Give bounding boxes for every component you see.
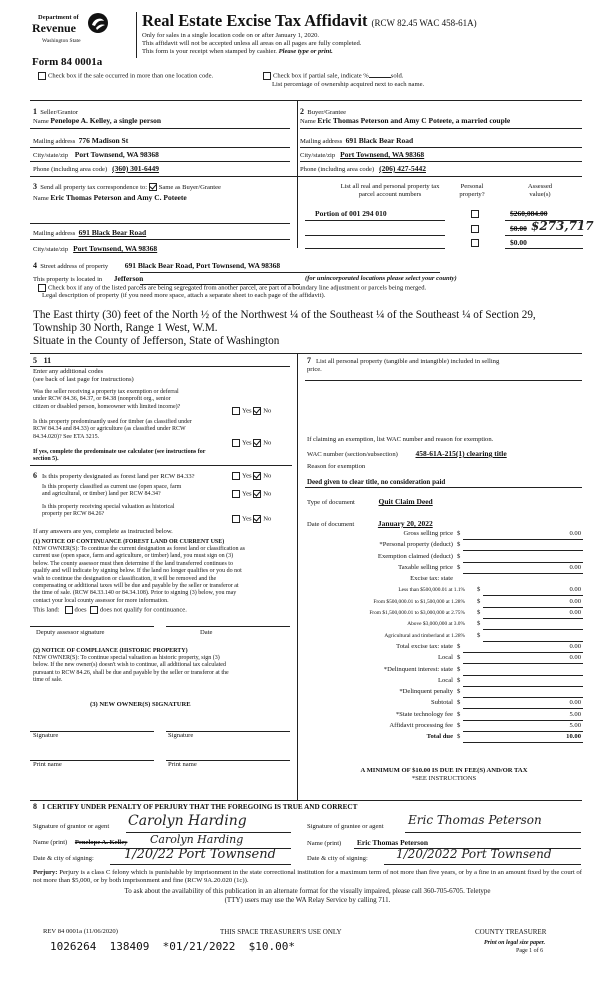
grantor-printed-name: Penelope A. Kelley (74, 839, 128, 846)
s6-q2-yes-no[interactable]: Yes No (232, 490, 271, 499)
segregated-checkbox[interactable]: Check box if any of the listed parcels are being segregated from another parcel, are part of a boundary line adjustment or parcels being merged. (38, 284, 426, 293)
exemption-reason: Deed given to clear title, no consideration paid (307, 478, 446, 486)
tax-row: Total due $ 10.00 (305, 732, 583, 743)
cashier-receipt-stamp: 1026264 138409 *01/21/2022 $10.00* (50, 940, 296, 953)
land-qualify-row: This land: does does not qualify for continuance. (33, 606, 187, 614)
form-title: Real Estate Excise Tax Affidavit (142, 11, 368, 30)
legal-description-3: Situate in the County of Jefferson, State of Washington (33, 335, 280, 347)
grantee-date-city: 1/20/2022 Port Townsend (396, 847, 552, 861)
document-type: Quit Claim Deed (378, 497, 433, 506)
tax-row: Excise tax: state (410, 575, 453, 583)
doc-date-row: Date of document January 20, 2022 (307, 519, 433, 528)
street-address-row: 4 Street address of property 691 Black Bear Road, Port Townsend, WA 98368 (33, 261, 281, 270)
legal-description-label: Legal description of property (if you need more space, attach a separate sheet to each page of the affidavit). (42, 292, 326, 299)
grantee-name-row: Name (print) Eric Thomas Peterson (307, 838, 429, 847)
does-not-checkbox[interactable] (90, 606, 98, 614)
grantor-signature-row: Signature of grantor or agent (33, 823, 110, 830)
correspondence-city: Port Townsend, WA 98368 (73, 244, 158, 253)
property-street: 691 Black Bear Road, Port Townsend, WA 98368 (124, 261, 281, 270)
parcel-row-2 (305, 219, 594, 235)
s6-q3-yes-no[interactable]: Yes No (232, 515, 271, 524)
tax-row: *Delinquent penalty $ (305, 687, 583, 698)
dept-line1: Department of (38, 14, 79, 21)
tax-row: Local $ (305, 676, 583, 687)
tax-row: Agricultural and timberland at 1.28% $ (305, 631, 583, 642)
assessed-value: $0.00 (510, 238, 527, 247)
alt-format-notice: To ask about the availability of this publication in an alternate format for the visually impaired, please call 360-705-6705. Teletype (124, 887, 491, 895)
continuance-body: NEW OWNER(S): To continue the current designation as forest land or classification as current use (open space, farm and agriculture, or timber) land, you must sign on (3) below. The county assessor must then determine if the land transferred continues to qualify and will indicate by signing below. If the land no longer qualifies or you do not wish to continue the designation or classification, it will be removed and the compensating or additional taxes will be due and payable by the seller or transferor at the time of sale. (RCW 84.33.140 or 84.34.108). Prior to signing (3) below, you may contact your local county assessor for more information. (33, 546, 245, 604)
new-owner-print-label: Print name (168, 761, 197, 768)
buyer-name-row: Name Eric Thomas Peterson and Amy C Poteete, a married couple (300, 116, 511, 125)
grantee-date-row: Date & city of signing: (307, 855, 368, 862)
compliance-title: (2) NOTICE OF COMPLIANCE (HISTORIC PROPERTY) (33, 648, 188, 654)
located-row: This property is located in Jefferson (33, 274, 144, 283)
grantor-date-row: Date & city of signing: (33, 855, 94, 862)
tax-row: From $500,000.01 to $1,500,000 at 1.28% $ 0.00 (305, 597, 583, 608)
deputy-date-label: Date (200, 629, 213, 636)
tax-row: Gross selling price $ 0.00 (305, 529, 583, 540)
correspondence-name: Eric Thomas Peterson and Amy C. Poteete (50, 193, 187, 202)
property-county: Jefferson (113, 274, 144, 283)
grantee-signature: Eric Thomas Peterson (408, 813, 542, 827)
revenue-swirl-icon (87, 12, 109, 34)
tax-row: Affidavit processing fee $ 5.00 (305, 721, 583, 732)
form-title-ref: (RCW 82.45 WAC 458-61A) (371, 18, 477, 28)
grantor-signature: Carolyn Harding (128, 813, 247, 829)
located-note: (for unincorporated locations please select your county) (305, 275, 457, 282)
wac-row: WAC number (section/subsection) 458-61A-215(1) clearing title (307, 449, 507, 458)
does-checkbox[interactable] (65, 606, 73, 614)
s5-q1-yes-no[interactable]: Yes No (232, 407, 271, 416)
section5-code-row: 5 11 (33, 356, 52, 365)
page-title (142, 11, 477, 31)
grantor-date-city: 1/20/22 Port Townsend (124, 847, 276, 862)
ownership-note: List percentage of ownership acquired next to each name. (272, 81, 425, 88)
parcel-row-3 (305, 236, 585, 248)
doc-type-row: Type of document Quit Claim Deed (307, 497, 433, 506)
new-owner-signature-label: Signature (168, 732, 194, 739)
correspondence-mailing: 691 Black Bear Road (78, 228, 147, 237)
tty-notice: (TTY) users may use the WA Relay Service by calling 711. (224, 896, 391, 904)
buyer-mailing: 691 Black Bear Road (345, 136, 414, 145)
correspondence-name-row: Name Eric Thomas Peterson and Amy C. Poteete (33, 193, 187, 202)
tax-row: *Delinquent interest: state $ (305, 665, 583, 676)
tax-row: From $1,500,000.01 to $3,000,000 at 2.75% $ 0.00 (305, 608, 583, 619)
wac-number: 458-61A-215(1) clearing title (415, 449, 507, 458)
header-note-1: Only for sales in a single location code on or after January 1, 2020. (142, 32, 320, 39)
deputy-signature-label: Deputy assessor signature (36, 629, 105, 636)
correspondence-row: 3 Send all property tax correspondence to: Same as Buyer/Grantee (33, 182, 221, 191)
assessed-col-header: Assessed value(s) (527, 183, 553, 198)
exemption-label: If claiming an exemption, list WAC number and reason for exemption. (307, 436, 494, 443)
new-owner-signature-label: Signature (33, 732, 59, 739)
tax-row: Taxable selling price $ 0.00 (305, 563, 583, 574)
tax-row: *State technology fee $ 5.00 (305, 710, 583, 721)
multiple-location-checkbox[interactable]: Check box if the sale occurred in more than one location code. (38, 72, 213, 81)
buyer-mailing-row: Mailing address 691 Black Bear Road (300, 136, 414, 145)
new-owner-signature-title: (3) NEW OWNER(S) SIGNATURE (90, 701, 191, 708)
tax-row: Less than $500,000.01 at 1.1% $ 0.00 (305, 585, 583, 596)
header-note-3: This form is your receipt when stamped by cashier. Please type or print. (142, 48, 333, 55)
legal-description-1: The East thirty (30) feet of the North ½ of the Northwest ¼ of the Southeast ¼ of the Southeast ¼ of Section 29, (33, 309, 536, 321)
buyer-heading: 2 Buyer/Grantee (300, 107, 347, 116)
assessed-value: $260,084.00 (510, 209, 548, 218)
personal-property-checkbox[interactable] (471, 225, 479, 233)
seller-city: Port Townsend, WA 98368 (74, 150, 159, 159)
certify-heading: 8 I CERTIFY UNDER PENALTY OF PERJURY THAT THE FOREGOING IS TRUE AND CORRECT (33, 802, 358, 811)
tax-row: *Personal property (deduct) $ (305, 540, 583, 551)
codes-label: Enter any additional codes (33, 368, 104, 375)
tax-row: Total excise tax: state $ 0.00 (305, 642, 583, 653)
form-number: Form 84 0001a (32, 56, 103, 68)
parcel-row-1 (305, 207, 585, 219)
same-as-buyer-checkbox[interactable] (149, 183, 157, 191)
s6-q1: 6 Is this property designated as forest land per RCW 84.33? (33, 471, 195, 480)
dept-line3: Washington State (42, 38, 81, 44)
legal-description-2: Township 30 North, Range 1 West, W.M. (33, 322, 218, 334)
s6-q2: Is this property classified as current use (open space, farm and agricultural, or timber) land per RCW 84.34? (42, 484, 182, 498)
s5-q2-yes-no[interactable]: Yes No (232, 439, 271, 448)
treasurer-use-only: THIS SPACE TREASURER'S USE ONLY (220, 928, 342, 936)
tax-table (305, 529, 583, 744)
assessed-value: $0.00 (510, 224, 527, 233)
seller-name-row: Name Penelope A. Kelley, a single person (33, 116, 162, 125)
reason-label: Reason for exemption (307, 463, 366, 470)
s5-q1: Was the seller receiving a property tax exemption or deferral under RCW 84.36, 84.37, or 84.38 (nonprofit org., senior citizen or disabled person, homeowner with limited income)? (33, 389, 181, 410)
parcel-number: Portion of 001 294 010 (315, 209, 387, 218)
seller-heading: 1 Seller/Grantor (33, 107, 79, 116)
correspondence-city-row: City/state/zip Port Townsend, WA 98368 (33, 244, 158, 253)
correspondence-mailing-row: Mailing address 691 Black Bear Road (33, 228, 147, 237)
personal-property-checkbox[interactable] (471, 239, 479, 247)
s5-q3: If yes, complete the predominate use calculator (see instructions for section 5). (33, 449, 206, 463)
personal-property-checkbox[interactable] (471, 210, 479, 218)
partial-sale-checkbox[interactable]: Check box if partial sale, indicate % sold. (263, 72, 403, 81)
seller-mailing: 776 Madison St (78, 136, 129, 145)
grantor-name-handwritten: Carolyn Harding (150, 833, 244, 846)
see-instructions: *SEE INSTRUCTIONS (411, 775, 477, 782)
buyer-city: Port Townsend, WA 98368 (340, 150, 425, 159)
legal-paper-note: Print on legal size paper. (484, 940, 546, 946)
seller-phone-row: Phone (including area code) (360) 301-6449 (33, 164, 159, 173)
perjury-notice: Perjury: Perjury is a class C felony which is punishable by imprisonment in the state correctional institution for a maximum term of not more than five years, or by a fine in an amount fixed by the court of not more than $5,000, or by both imprisonment and fine (RCW 9A.20.020 (1c)). (33, 869, 583, 884)
s5-q2: Is this property predominantly used for timber (as classified under RCW 84.34 and 84.33) or agriculture (as classified under RCW 84.34.020)? See ETA 3215. (33, 419, 192, 440)
tax-row: Exemption claimed (deduct) $ (305, 552, 583, 563)
codes-note: (see back of last page for instructions) (33, 376, 134, 383)
personal-col-header: Personal property? (459, 183, 485, 198)
buyer-phone: (206) 427-5442 (379, 164, 426, 173)
s6-q4: If any answers are yes, complete as instructed below. (33, 528, 173, 535)
grantee-signature-row: Signature of grantee or agent (307, 823, 384, 830)
tax-row: Local $ 0.00 (305, 653, 583, 664)
document-date: January 20, 2022 (377, 519, 433, 528)
section5-code: 11 (43, 356, 52, 365)
buyer-phone-row: Phone (including area code) (206) 427-5442 (300, 164, 426, 173)
form-revision: REV 84 0001a (11/06/2020) (43, 928, 118, 935)
page-number: Page 1 of 6 (516, 948, 544, 954)
tax-row: Subtotal $ 0.00 (305, 698, 583, 709)
header-note-2: This affidavit will not be accepted unless all areas on all pages are fully completed. (142, 40, 362, 47)
continuance-title: (1) NOTICE OF CONTINUANCE (FOREST LAND OR CURRENT USE) (33, 539, 225, 545)
minimum-due-note: A MINIMUM OF $10.00 IS DUE IN FEE(S) AND/OR TAX (360, 767, 528, 774)
buyer-name: Eric Thomas Peterson and Amy C Poteete, a married couple (317, 116, 511, 125)
dept-line2: Revenue (32, 21, 76, 35)
grantor-name-row: Name (print) Penelope A. Kelley (33, 839, 128, 846)
grantee-printed-name: Eric Thomas Peterson (356, 838, 429, 847)
tax-row: Above $3,000,000 at 3.0% $ (305, 619, 583, 630)
s6-q3: Is this property receiving special valuation as historical property per RCW 84.26? (42, 504, 175, 518)
dor-logo (32, 10, 114, 54)
seller-mailing-row: Mailing address 776 Madison St (33, 136, 129, 145)
county-treasurer: COUNTY TREASURER (475, 928, 547, 936)
seller-city-row: City/state/zip Port Townsend, WA 98368 (33, 150, 159, 159)
parcel-col-header: List all real and personal property tax parcel account numbers (340, 183, 440, 198)
seller-phone: (360) 301-6449 (112, 164, 159, 173)
compliance-body: NEW OWNER(S): To continue special valuation as historic property, sign (3) below. If the new owner(s) doesn't wish to continue, all additional tax calculated pursuant to RCW 84.26, shall be due and payable by the seller or transferor at the time of sale. (33, 655, 229, 684)
personal-property-list: 7 List all personal property (tangible and intangible) included in selling price. (307, 356, 500, 373)
buyer-city-row: City/state/zip Port Townsend, WA 98368 (300, 150, 425, 159)
new-owner-print-label: Print name (33, 761, 62, 768)
handwritten-assessed-value: $273,717 (531, 219, 594, 233)
seller-name: Penelope A. Kelley, a single person (50, 116, 162, 125)
s6-q1-yes-no[interactable]: Yes No (232, 472, 271, 481)
